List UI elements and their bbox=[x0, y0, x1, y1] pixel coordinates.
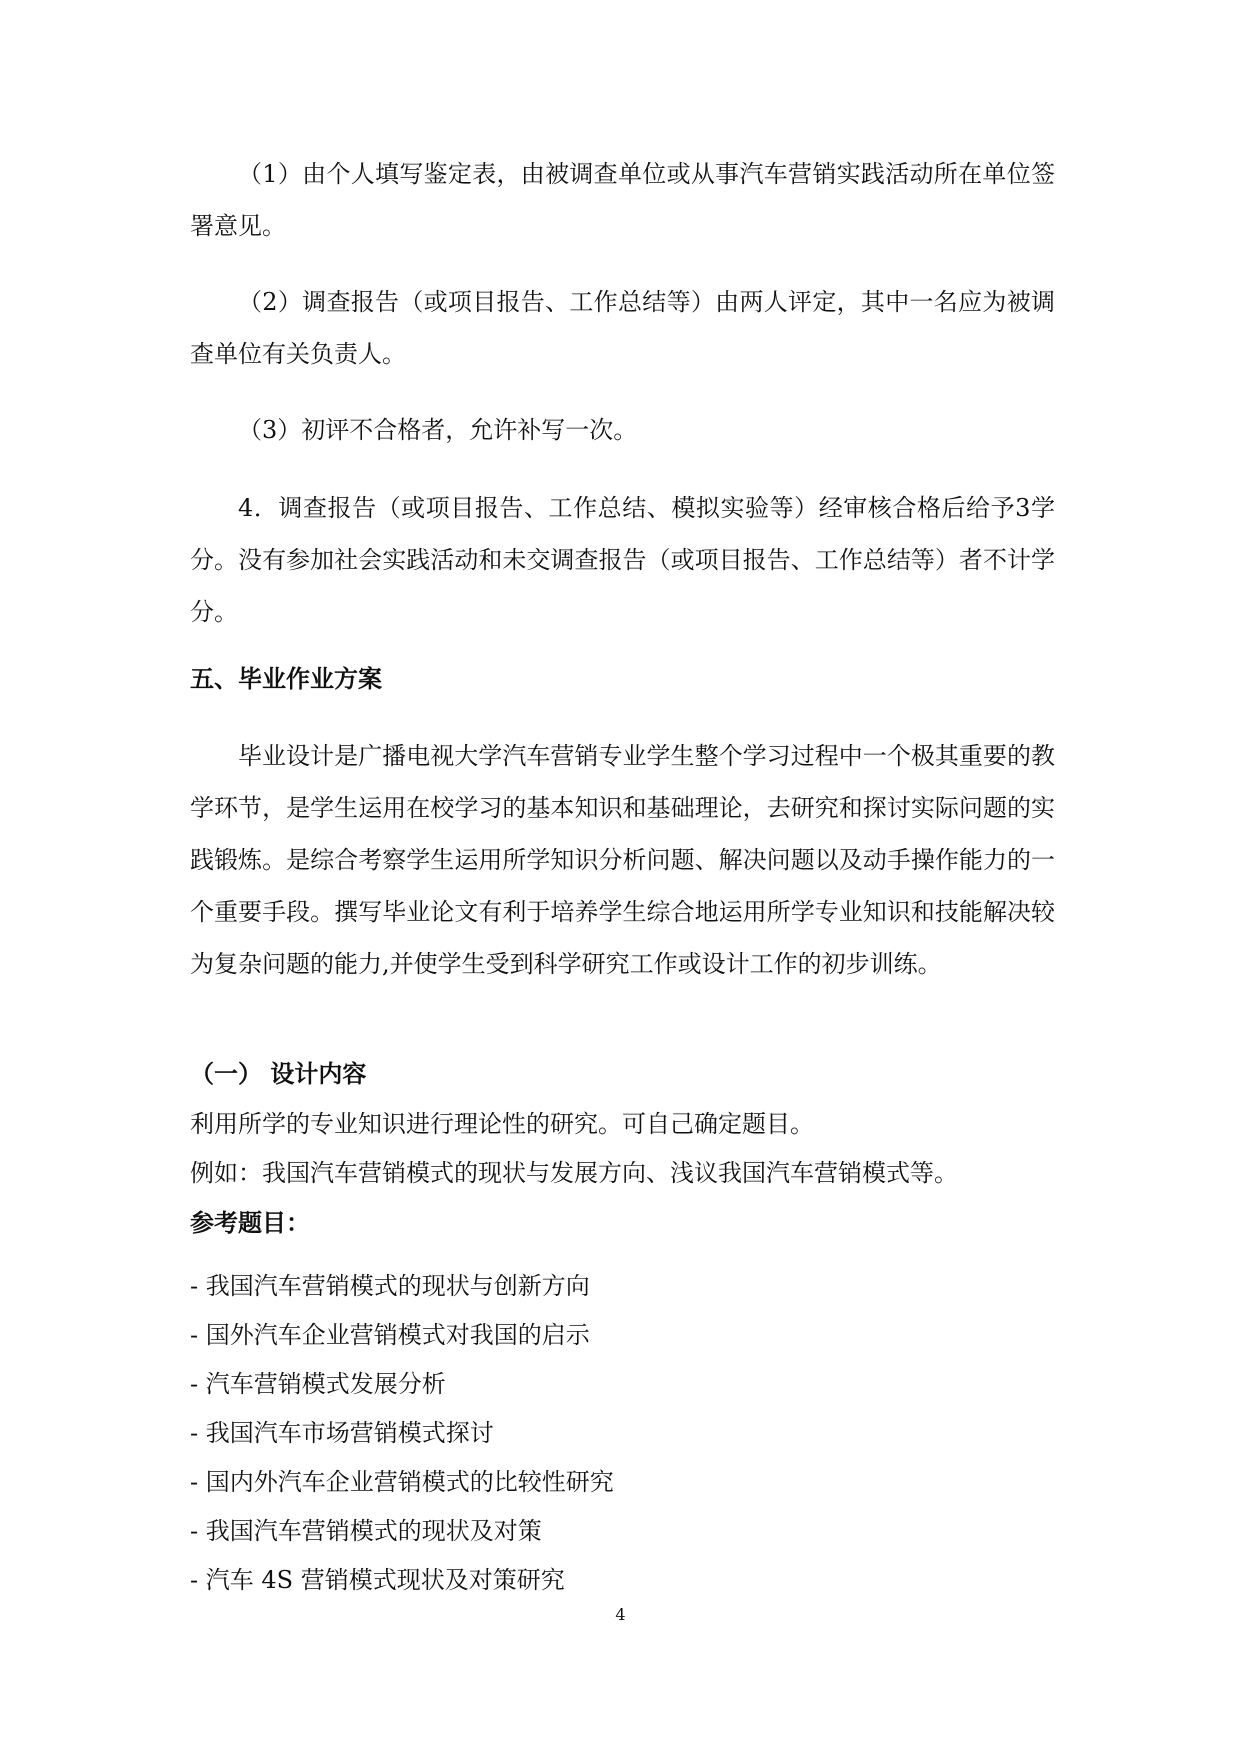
paragraph-report-evaluation: （2）调查报告（或项目报告、工作总结等）由两人评定，其中一名应为被调查单位有关负责人。 bbox=[190, 288, 1055, 368]
design-content-line-2: 例如：我国汽车营销模式的现状与发展方向、浅议我国汽车营销模式等。 bbox=[190, 1159, 958, 1187]
page-number: 4 bbox=[615, 1605, 626, 1624]
design-content-line-1: 利用所学的专业知识进行理论性的研究。可自己确定题目。 bbox=[190, 1110, 814, 1138]
subsection-heading-design-content: （一） 设计内容 bbox=[190, 1060, 367, 1088]
list-item: - 国外汽车企业营销模式对我国的启示 bbox=[190, 1321, 590, 1349]
section-heading-graduation-plan: 五、毕业作业方案 bbox=[190, 665, 382, 693]
list-item: - 国内外汽车企业营销模式的比较性研究 bbox=[190, 1468, 614, 1496]
list-item: - 我国汽车营销模式的现状及对策 bbox=[190, 1517, 542, 1545]
paragraph-appraisal-form: （1）由个人填写鉴定表，由被调查单位或从事汽车营销实践活动所在单位签署意见。 bbox=[190, 160, 1055, 240]
paragraph-graduation-intro: 毕业设计是广播电视大学汽车营销专业学生整个学习过程中一个极其重要的教学环节，是学生运用在校学习的基本知识和基础理论，去研究和探讨实际问题的实践锻炼。是综合考察学生运用所学知识分析问题、解决问题以及动手操作能力的一个重要手段。撰写毕业论文有利于培养学生综合地运用所学专业知识和技能解决较为复杂问题的能力,并使学生受到科学研究工作或设计工作的初步训练。 bbox=[190, 742, 1055, 978]
paragraph-credits: 4．调查报告（或项目报告、工作总结、模拟实验等）经审核合格后给予3学分。没有参加社会实践活动和未交调查报告（或项目报告、工作总结等）者不计学分。 bbox=[190, 494, 1055, 626]
list-item: - 汽车营销模式发展分析 bbox=[190, 1370, 446, 1398]
list-item: - 汽车 4S 营销模式现状及对策研究 bbox=[190, 1566, 565, 1594]
reference-topics-heading: 参考题目： bbox=[190, 1209, 310, 1237]
list-item: - 我国汽车市场营销模式探讨 bbox=[190, 1419, 494, 1447]
paragraph-resubmission: （3）初评不合格者，允许补写一次。 bbox=[238, 416, 638, 444]
list-item: - 我国汽车营销模式的现状与创新方向 bbox=[190, 1272, 590, 1300]
reference-topics-list bbox=[190, 1262, 614, 1605]
